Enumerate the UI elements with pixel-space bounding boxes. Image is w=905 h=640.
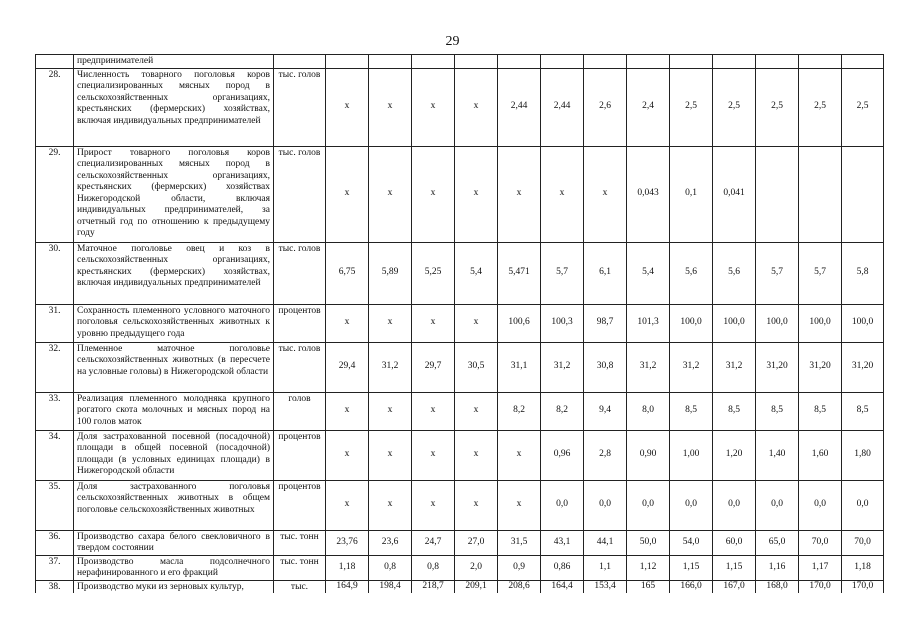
value-cell: x — [455, 430, 498, 480]
value-cell: 0,0 — [842, 480, 884, 530]
unit-cell: тыс. — [274, 580, 326, 593]
value-cell: 5,6 — [713, 242, 756, 304]
value-cell: 0,041 — [713, 146, 756, 242]
value-cell: 31,2 — [627, 342, 670, 392]
value-cell — [670, 55, 713, 69]
value-cell: 0,0 — [541, 480, 584, 530]
value-cell: 0,1 — [670, 146, 713, 242]
table-row — [36, 530, 884, 555]
unit-cell: процентов — [274, 480, 326, 530]
value-cell: 50,0 — [627, 530, 670, 555]
value-cell — [369, 55, 412, 69]
value-cell: 5,471 — [498, 242, 541, 304]
value-cell: 60,0 — [713, 530, 756, 555]
value-cell — [713, 55, 756, 69]
value-cell: 1,17 — [799, 555, 842, 580]
value-cell: 1,00 — [670, 430, 713, 480]
value-cell: x — [412, 392, 455, 430]
value-cell: 5,89 — [369, 242, 412, 304]
value-cell: x — [326, 304, 369, 342]
value-cell: 2,4 — [627, 68, 670, 146]
row-number: 38. — [36, 580, 74, 593]
value-cell: 29,4 — [326, 342, 369, 392]
table-row — [36, 392, 884, 430]
value-cell: x — [455, 392, 498, 430]
value-cell: x — [369, 304, 412, 342]
value-cell: 8,5 — [842, 392, 884, 430]
unit-cell: голов — [274, 392, 326, 430]
value-cell: x — [369, 146, 412, 242]
value-cell: 170,0 — [842, 580, 884, 593]
indicator-name: Численность товарного поголовья коров специализированных мясных пород в сельскохозяйственных организациях, крестьянских (фермерских) хозяйствах, включая индивидуальных предпринимателей — [74, 68, 274, 146]
value-cell: x — [369, 480, 412, 530]
value-cell: 0,8 — [369, 555, 412, 580]
value-cell: 1,15 — [713, 555, 756, 580]
value-cell: 24,7 — [412, 530, 455, 555]
value-cell: 209,1 — [455, 580, 498, 593]
table-row — [36, 242, 884, 304]
value-cell: 2,0 — [455, 555, 498, 580]
value-cell: 5,7 — [756, 242, 799, 304]
value-cell: 101,3 — [627, 304, 670, 342]
value-cell: 164,9 — [326, 580, 369, 593]
value-cell: 168,0 — [756, 580, 799, 593]
value-cell: 31,20 — [799, 342, 842, 392]
value-cell: 8,5 — [756, 392, 799, 430]
value-cell: 198,4 — [369, 580, 412, 593]
row-number: 35. — [36, 480, 74, 530]
value-cell: 31,2 — [541, 342, 584, 392]
value-cell: 8,5 — [670, 392, 713, 430]
value-cell: 5,8 — [842, 242, 884, 304]
value-cell: 218,7 — [412, 580, 455, 593]
value-cell: 5,7 — [541, 242, 584, 304]
value-cell: 8,0 — [627, 392, 670, 430]
value-cell: 2,8 — [584, 430, 627, 480]
value-cell — [498, 55, 541, 69]
unit-cell — [274, 55, 326, 69]
value-cell: 165 — [627, 580, 670, 593]
value-cell: 98,7 — [584, 304, 627, 342]
value-cell: x — [455, 68, 498, 146]
value-cell: 31,2 — [369, 342, 412, 392]
value-cell: 29,7 — [412, 342, 455, 392]
value-cell: 1,18 — [842, 555, 884, 580]
value-cell: 1,1 — [584, 555, 627, 580]
row-number: 30. — [36, 242, 74, 304]
value-cell — [756, 55, 799, 69]
value-cell: 2,5 — [799, 68, 842, 146]
value-cell: 100,0 — [670, 304, 713, 342]
value-cell: 2,5 — [713, 68, 756, 146]
unit-cell: тыс. тонн — [274, 555, 326, 580]
indicator-name: Прирост товарного поголовья коров специализированных мясных пород в сельскохозяйственных организациях, крестьянских (фермерских) хозяйствах Нижегородской области, включая индивидуальных предпринимателей, за отчетный год по отношению к предыдущему году — [74, 146, 274, 242]
value-cell — [412, 55, 455, 69]
value-cell: 5,4 — [627, 242, 670, 304]
row-number — [36, 55, 74, 69]
value-cell: 100,6 — [498, 304, 541, 342]
value-cell: 5,7 — [799, 242, 842, 304]
table-row — [36, 68, 884, 146]
row-number: 34. — [36, 430, 74, 480]
value-cell: 0,043 — [627, 146, 670, 242]
page-number: 29 — [445, 34, 460, 49]
unit-cell: тыс. тонн — [274, 530, 326, 555]
value-cell: 31,20 — [756, 342, 799, 392]
value-cell — [799, 55, 842, 69]
value-cell: 31,1 — [498, 342, 541, 392]
indicator-name: Племенное маточное поголовье сельскохозяйственных животных (в пересчете на условные головы) в Нижегородской области — [74, 342, 274, 392]
indicator-name: Производство масла подсолнечного нерафинированного и его фракций — [74, 555, 274, 580]
value-cell: 31,20 — [842, 342, 884, 392]
indicator-name: Доля застрахованной посевной (посадочной) площади в общей посевной (посадочной) площади (в условных единицах площади) в Нижегородской области — [74, 430, 274, 480]
value-cell: x — [584, 146, 627, 242]
value-cell: 44,1 — [584, 530, 627, 555]
table-row — [36, 146, 884, 242]
value-cell: 8,2 — [498, 392, 541, 430]
value-cell: 0,0 — [627, 480, 670, 530]
value-cell: 2,5 — [842, 68, 884, 146]
value-cell: 1,20 — [713, 430, 756, 480]
value-cell: 166,0 — [670, 580, 713, 593]
value-cell: x — [498, 146, 541, 242]
unit-cell: тыс. голов — [274, 242, 326, 304]
unit-cell: тыс. голов — [274, 146, 326, 242]
indicator-name: Производство сахара белого свекловичного в твердом состоянии — [74, 530, 274, 555]
value-cell: 6,75 — [326, 242, 369, 304]
indicator-name: Маточное поголовье овец и коз в сельскохозяйственных организациях, крестьянских (фермерских) хозяйствах, включая индивидуальных предпринимателей — [74, 242, 274, 304]
row-number: 37. — [36, 555, 74, 580]
value-cell: x — [369, 430, 412, 480]
value-cell: 8,5 — [713, 392, 756, 430]
value-cell: x — [326, 430, 369, 480]
value-cell: 1,18 — [326, 555, 369, 580]
value-cell: 100,0 — [713, 304, 756, 342]
unit-cell: тыс. голов — [274, 342, 326, 392]
value-cell: 100,0 — [799, 304, 842, 342]
value-cell — [842, 55, 884, 69]
value-cell: 8,2 — [541, 392, 584, 430]
value-cell: x — [369, 68, 412, 146]
unit-cell: процентов — [274, 304, 326, 342]
value-cell: x — [412, 304, 455, 342]
value-cell — [627, 55, 670, 69]
value-cell: 5,6 — [670, 242, 713, 304]
value-cell — [455, 55, 498, 69]
value-cell: 5,25 — [412, 242, 455, 304]
value-cell: 27,0 — [455, 530, 498, 555]
value-cell: x — [498, 430, 541, 480]
value-cell: 1,80 — [842, 430, 884, 480]
value-cell: 170,0 — [799, 580, 842, 593]
value-cell — [799, 146, 842, 242]
value-cell: 1,16 — [756, 555, 799, 580]
value-cell: 2,5 — [756, 68, 799, 146]
table-row — [36, 55, 884, 69]
value-cell: x — [326, 480, 369, 530]
value-cell: 0,90 — [627, 430, 670, 480]
value-cell: 2,6 — [584, 68, 627, 146]
row-number: 29. — [36, 146, 74, 242]
value-cell: 0,0 — [799, 480, 842, 530]
value-cell: 8,5 — [799, 392, 842, 430]
value-cell: 0,9 — [498, 555, 541, 580]
value-cell: 167,0 — [713, 580, 756, 593]
value-cell — [541, 55, 584, 69]
value-cell: 43,1 — [541, 530, 584, 555]
value-cell: 100,0 — [756, 304, 799, 342]
table-row — [36, 580, 884, 593]
value-cell: 0,86 — [541, 555, 584, 580]
value-cell — [326, 55, 369, 69]
table-row — [36, 342, 884, 392]
value-cell: 5,4 — [455, 242, 498, 304]
value-cell: x — [369, 392, 412, 430]
value-cell: x — [326, 68, 369, 146]
indicator-name: предпринимателей — [74, 55, 274, 69]
row-number: 32. — [36, 342, 74, 392]
value-cell: 9,4 — [584, 392, 627, 430]
value-cell — [842, 146, 884, 242]
table-row — [36, 430, 884, 480]
value-cell: 0,8 — [412, 555, 455, 580]
value-cell: 31,2 — [670, 342, 713, 392]
value-cell: 54,0 — [670, 530, 713, 555]
value-cell: x — [412, 480, 455, 530]
value-cell: 30,5 — [455, 342, 498, 392]
indicator-name: Сохранность племенного условного маточного поголовья сельскохозяйственных животных к уровню предыдущего года — [74, 304, 274, 342]
value-cell: 23,6 — [369, 530, 412, 555]
value-cell: x — [498, 480, 541, 530]
table-row — [36, 480, 884, 530]
unit-cell: процентов — [274, 430, 326, 480]
value-cell: x — [412, 146, 455, 242]
value-cell: 30,8 — [584, 342, 627, 392]
value-cell: 31,5 — [498, 530, 541, 555]
value-cell: 0,0 — [584, 480, 627, 530]
table-row — [36, 555, 884, 580]
value-cell: x — [455, 304, 498, 342]
value-cell: 1,15 — [670, 555, 713, 580]
value-cell: x — [326, 146, 369, 242]
value-cell: 2,5 — [670, 68, 713, 146]
value-cell: 0,96 — [541, 430, 584, 480]
indicator-name: Доля застрахованного поголовья сельскохозяйственных животных в общем поголовье сельскохозяйственных животных — [74, 480, 274, 530]
row-number: 33. — [36, 392, 74, 430]
value-cell: 70,0 — [799, 530, 842, 555]
value-cell: 100,3 — [541, 304, 584, 342]
value-cell: x — [412, 68, 455, 146]
row-number: 28. — [36, 68, 74, 146]
value-cell: 0,0 — [756, 480, 799, 530]
indicators-table — [35, 54, 884, 593]
value-cell — [756, 146, 799, 242]
value-cell: 1,40 — [756, 430, 799, 480]
unit-cell: тыс. голов — [274, 68, 326, 146]
value-cell: x — [326, 392, 369, 430]
value-cell: x — [455, 480, 498, 530]
value-cell: 70,0 — [842, 530, 884, 555]
value-cell: 0,0 — [713, 480, 756, 530]
row-number: 31. — [36, 304, 74, 342]
value-cell: 208,6 — [498, 580, 541, 593]
table-row — [36, 304, 884, 342]
indicator-name: Производство муки из зерновых культур, — [74, 580, 274, 593]
value-cell: 0,0 — [670, 480, 713, 530]
value-cell: x — [541, 146, 584, 242]
value-cell: 65,0 — [756, 530, 799, 555]
value-cell: 100,0 — [842, 304, 884, 342]
value-cell: 31,2 — [713, 342, 756, 392]
row-number: 36. — [36, 530, 74, 555]
value-cell: 1,60 — [799, 430, 842, 480]
value-cell: x — [455, 146, 498, 242]
value-cell: 6,1 — [584, 242, 627, 304]
value-cell: 23,76 — [326, 530, 369, 555]
value-cell: 1,12 — [627, 555, 670, 580]
value-cell — [584, 55, 627, 69]
value-cell: 164,4 — [541, 580, 584, 593]
value-cell: 153,4 — [584, 580, 627, 593]
indicator-name: Реализация племенного молодняка крупного рогатого скота молочных и мясных пород на 100 голов маток — [74, 392, 274, 430]
value-cell: 2,44 — [541, 68, 584, 146]
value-cell: x — [412, 430, 455, 480]
value-cell: 2,44 — [498, 68, 541, 146]
